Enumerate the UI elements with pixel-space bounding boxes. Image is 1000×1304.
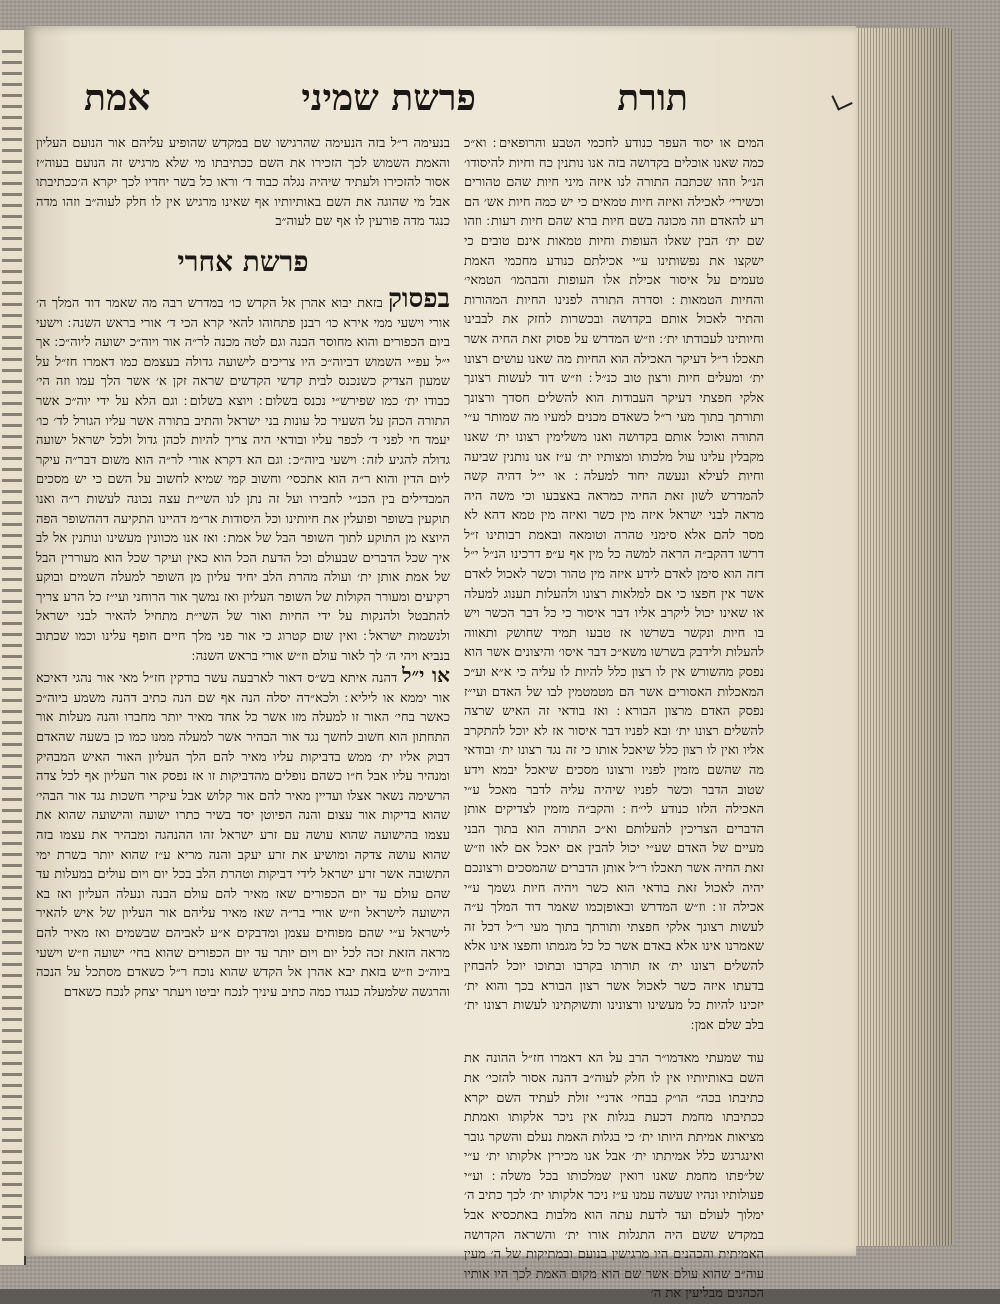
previous-page-edge [0, 30, 26, 1265]
right-column-paragraph-1: המים או יסוד העפר כנודע לחכמי הטבע והרופאים ׃ וא״כ כמה שאנו אוכלים בקדושה בזה אנו נותנין כח וחיות להיסודו׳ הנ״ל וזהו שכתבה התורה לנו איזה מיני חיות שהם טהורים וכשירי׳ לאכילה ואיזה חיות טמאים כי יש כמה חיות אש׳ הם רע להאדם וזה מכונה בשם חיות ברא שהם חיות רעות ׃ וזהו שם ית׳ הבין שאלו העופות וחיות טמאות אינם טובים כי ישקצו את נפשותינו ע״י אכילתם כנודע מחכמי האמת טעמים על איסור אכילת אלו העופות והבהמו׳ הטמאי׳ והחיות הטמאות ׃ וסדרה התורה לפנינו החיות המהורות והתיר לאכול אותם בקדושה ובכשרות לחזק את לבבינו וחיותינו לעבודתו ית׳ ׃ וז״ש המדרש על פסוק זאת החיה אשר תאכלו ר״ל דעיקר האכילה הוא החיות מה שאנו עושים רצונו ית׳ ומעלים חיות ורצון טוב כנ״ל ׃ וז״ש דוד לעשות רצונך אלקי חפצתי דעיקר העבודות הוא להשלים חסדך ורצונך ותורתך בתוך מעי ר״ל כשאדם מכנים למעיו מה שמותר ע״י התורה ואוכל אותם בקדושה ואנו משלימין רצונו ית׳ שאנו מקבלין עלינו עול מלכותו ומצותיו ית׳ ע״ז אנו נותנין שביעה וחיות לעילא ונעשה יחוד למעלה ׃ או י״ל דהיה קשה להמדרש לשון זאת החיה כמראה באצבעו וכי משה היה מראה לבני ישראל איזה מין כשר ואיזה מין טמא דהא לא מסר להם אלא סימני טהרה וטומאה ובאמת רבותינו ז״ל דרשו דהקב״ה הראה למשה כל מין אף ע״פ דרכינו הנ״ל י״ל דזה הוא סימן לאדם לידע איזה מין טהור וכשר לאכול לאדם אשר אין חפצו כי אם למלאות רצונו ולהעלות תענוג למעלה או שאינו יכול ליקרב אליו דבר איסור כי כל דבר הכשר ויש בו חיות ונקשר בשרשו אז טבעו תמיד שחושק ותאווה להעלות ולידבק בשרשו משא״כ דבר איסו׳ והיצונים אשר הוא נפסק מהשורש אין לו רצון כלל להיות לו עליה כי א״א וע״כ המאכלות האסורים אשר הם מטמטמין לבו של האדם ועי״ז נפסק האדם מרצון הבורא ׃ ואז בודאי זה האיש שרצה להשלים רצונו ית׳ ובא לפניו דבר איסור אז לא יוכל להתקרב אליו ואין לו רצון כלל שיאכל אותו כי זה נגד רצונו ית׳ ובודאי מה שהשם מזמין לפניו ורצונו מסכים שיאכל יבמא וידע שטוב הדבר וכשר לפניו שיהיה עליה לדבר מאכל ע״י האכילה הלזו כנודע לי״ח ׃ והקב״ה מזמין לצדיקים אותן הדברים הצריכין להעלותם וא״כ התורה הוא בתוך הבני מעיים של האדם שע״י יכול להבין אם יאכל אם לאו וז״ש זאת החיה אשר תאכלו ר״ל אותן הדברים שהמסכים ורצונכם יהיה לאכול זאת בודאי הוא כשר ויהיה חיות גשמך ע״י אכילה זו ׃ וז״ש המדרש ובאופןכמו שאמר דוד המלך ע״ה לעשות רצונך אלקי חפצתי ותורתך בתוך מעי ר״ל דכל זה שאמרנו אינו אלא באדם אשר כל כל מגמתו וחפצו אינו אלא להשלים רצונו ית׳ אז תורתו בקרבו ובתוכו יוכל להבחין בדעתו איזה כשר לאכול אשר רצון הבורא בכך והוא ית׳ יזכינו להיות כל מעשינו ורצונינו ותשוקתינו לעשות רצונו ית׳ בלב שלם אמן ׃ [464, 136, 764, 1033]
running-head-center: פרשת שמיני [301, 77, 476, 119]
left-text-column [36, 134, 450, 1234]
right-column-paragraph-2: עוד שמעתי מאדמו״ר הרב על הא דאמרו חז״ל ההונה את השם באותיותיו אין לו חלק לעוה״ב דהנה אסור להזכי׳ את כתיבתו בכה״ הו״ק בבחי׳ אדנ״י זולת לעתיד השם יקרא ככתיבתו מחמת דכעת בגלות אין ניכר אלקותו ואמתת מציאות אמיתת היותו ית׳ כי בגלות האמת נעלם והשקר גובר ואינגרגש כלל אמיתתו ית׳ אבל אנו מכירין אלקותו ית׳ ע״י של״פתו מחמת שאנו רואין שמלכותו בכל משלה ׃ וע״י פעולותיו ונהיו שעשה עמנו ע״ז ניכר אלקותו ית׳ לכך כתיב ה׳ ימלוך לעולם ועד לדעת עתה הוא מלבות באתכסיא אבל במקדש ששם היה התגלות אורו ית׳ והשראה הקדושה האמיתית והכהנים היו מרגישין בנועם ובמתיקות של ה׳ מעין עוה״ב שהוא עולם אשר שם הוא מקום האמת לכך היו אותיו הכהנים מבליעין את ה׳ [464, 1051, 764, 1302]
section-opening-word: או י״ל [402, 663, 451, 688]
running-head-left: אמת [84, 77, 151, 119]
page-fore-edge [846, 28, 954, 1246]
running-head-right: תורת [617, 77, 688, 119]
opening-word: בפסוק [387, 283, 450, 314]
section-title: פרשת אחרי [177, 244, 309, 278]
left-column-paragraph-2: בזאת יבוא אהרן אל הקדש כו׳ במדרש רבה מה שאמר דוד המלך ה׳ אורי וישעי ממי אירא כו׳ רבנן פתחוהו להאי קרא הכי ד׳ אורי בראש השנה ׃ וישעי ביום הכפורים והוא מחוסר הבנה וגם לטה מכנה לר״ה אור ויוה״כ ישועה ליוה״כ ׃ אך י״ל עפ״י השמוש דביוה״כ היו צריכים לישועה גדולה בעצמם כמו דאמרו חז״ל על שמעון הצדיק כשנכנס לבית קדשי הקדשים שראה זקן א׳ אשר הלך עמו וזה הי׳ כבודו ית׳ כמו שפירש״י נכנס בשלום ׃ ויוצא בשלום ׃ וגם הלא על ידי יוה״כ אשר התורה הכהן על השעיר כל עונות בני ישראל והתיב בתורה אשר עליו הגורל לד׳ כו׳ יעמד חי לפני ד׳ לכפר עליו ובודאי היה צריך להיות לכהן גדול ולכל ישראל ישועה גדולה להגיע לזה ׃ וישעי ביוה״כ ׃ וגם הא דקרא אורי לר״ה הוא משום דבר״ה עיקר ליום הדין והוא ר״ה הוא אתכסי׳ וחשוב קמי שמיא לחשוב על השם כי יש מסכים המבדילים בין הכנ״י לחבירו ועל זה נתן לנו השי״ת עצה נכונה לעשות ר״ה ואנו תוקעין בשופר ופועלין את חיותינו וכל היסודות אר״מ דהיינו התקיעה דההשופר הפה היוצא מן התוקע לתוך השופר הבל של אמת ׃ ואז אנו מכוונין מעשינו ונותנין אל לב איך שכל הדברים שבעולם וכל הדעת הכל הוא כאין ועיקר שכל הוא מעוררין הבל של אמת אותן ית׳ ועולה מהרת הלב יחיד עליון מן השופר למעלה השמים ובוקע רקיעים ומעורר הקולות של השופר העליון ואז נמשך אור הרוחני ועי״ז כל הרע צריך להתבטל ולהנקות על ידי החיות ואור של השי״ת מתחיל להאיר לבני ישראל ולנשמות ישראל ׃ ואין שום קטרוג כי אור פני מלך חיים חופף עלינו וכמו שכתוב בנביא ויהי ה׳ לך לאור עולם וז״ש אורי בראש השנה ׃ [36, 295, 450, 664]
book-page [24, 26, 856, 1302]
left-column-paragraph-3: דהנה איתא בש״ס דאור לארבעה עשר בודקין חז״ל מאי אור נהגי דאיכא אור יממא או ליליא ׃ ולכא״דה יסלה הנה אף שם הנה כתיב דהנה משמע ביוה״כ כאשר בחי׳ האור זו למעלה מזו אשר כל אחד מאיר יותר מחברו והנה מעלות אור התחתון הוא חשוב לחשך נגד אור הבהיר אשר למעלה ממנו כמו כן בשעה שהאדם דבוק אליו ית׳ ממש בדביקות עליו מאיר להם הלך העליון האור האיש המבהיק ומנהיר עליו אבל ח״ו כשהם נופלים מהדביקות זו אז נפסק אור העליון אף לכל צדה הרשימה נשאר אצלו ועדיין מאיר להם אור קלוש אבל עיקרי חשכות נגד אור הבהי׳ שהוא בדיקות אור עצום והנה הפיוטן יסד בשיר כתרו ישועה והישועה שהוא את עצמו בהישועה שהוא עושה עם זרע ישראל זהו ההנהגה ומבהיר את עצמו בזה שהוא עושה צדקה ומושיע את זרע יעקב והנה מריא ע״ז שהוא יותר בשרת ימי התשובה אשר זרע ישראל לידי דביקות וטהרת הלב בכל יום ויום עולים במעלות עד שהם עולם עד יום הכפורים שאז מאיר להם עולם הבנה ונעלה העליון ואז בא הישועה לישראל וז״ש אורי בר״ה שאז מאיר עליהם אור העליון של איש להאיר לישראל ע״י שהם מפוחים עצמן ומדבקים א״ע לאביהם שבשמים ואז מאיר להם מראה הזאת זכה לכל יום ויום יותר עד יום הכפורים שהוא בחי׳ ישועה וז״ש וישעי ביוה״כ וז״ש בזאת יבא אהרן אל הקדש שהוא נוכח ר״ל כשאדם מסתכל על הנכה והרגשה שלמעלה כנגדו כמה כתיב עיניך לנכח יביטו ויעתר יצחק לנכח כשאדם [36, 671, 450, 1000]
right-text-column [464, 134, 764, 1302]
left-column-paragraph-1: בנעימה ר״ל בזה הנעימה שהרגישו שם במקדש שהופיע עליהם אור הנועם העליון והאמת השמוש לכך הזכירו את השם ככתיבתו מי שלא מרגיש זה הנועם בעוה״ז אסור להזכירו ולעתיד שיהיה נגלה כבוד ד׳ וראו כל בשר יחדיו לכך יקרא ה׳ככתיבתו אבל מי שהוגה את השם באותיותיו אף שאינו מרגיש אין לו חלק לעוה״ב וזהו מדה כנגד מדה פורעין לו אף שם לעוה״ב [36, 136, 450, 230]
